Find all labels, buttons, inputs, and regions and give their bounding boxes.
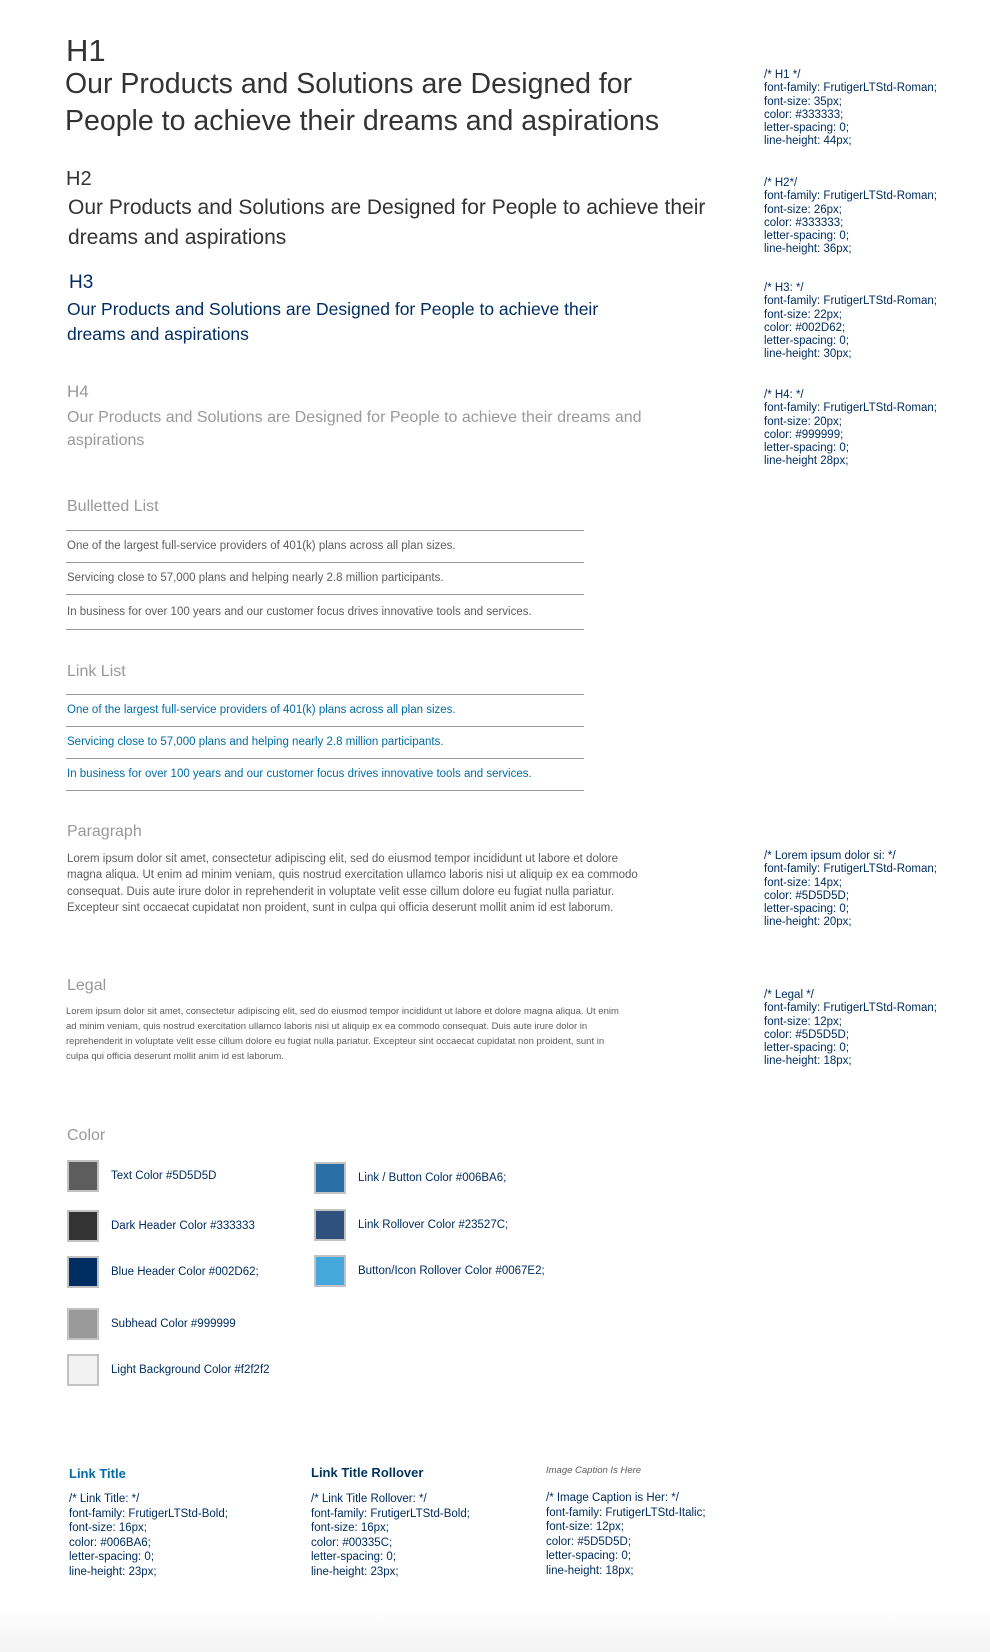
swatch-row-subhead — [67, 1308, 236, 1340]
swatch-label: Subhead Color #999999 — [111, 1318, 236, 1330]
swatch-label: Light Background Color #f2f2f2 — [111, 1364, 270, 1376]
color-swatch — [67, 1354, 99, 1386]
link-list-item[interactable]: One of the largest full-service providers of 401(k) plans across all plan sizes. — [66, 695, 584, 727]
image-caption-sample: Image Caption Is Here — [546, 1465, 642, 1476]
h2-css-note: /* H2*/ font-family: FrutigerLTStd-Roman; font-size: 26px; color: #333333; letter-spacing: 0; line-height: 36px; — [764, 177, 937, 256]
color-swatch — [67, 1256, 99, 1288]
link-list-title: Link List — [67, 663, 126, 680]
swatch-label: Button/Icon Rollover Color #0067E2; — [358, 1265, 545, 1277]
bulleted-list — [66, 530, 584, 630]
h2-label: H2 — [66, 168, 92, 190]
color-swatch — [314, 1162, 346, 1194]
link-title-css-note: /* Link Title: */ font-family: FrutigerLTStd-Bold; font-size: 16px; color: #006BA6; letter-spacing: 0; line-height: 23px; — [69, 1493, 228, 1578]
swatch-row-link-rollover — [314, 1209, 508, 1241]
color-swatch — [314, 1209, 346, 1241]
page-bottom-fade — [0, 1610, 990, 1652]
link-title-sample[interactable]: Link Title — [69, 1466, 126, 1481]
h2-sample-text: Our Products and Solutions are Designed for People to achieve their dreams and aspirations — [68, 196, 706, 249]
bulleted-list-title: Bulletted List — [67, 498, 159, 515]
link-list-item[interactable]: In business for over 100 years and our customer focus drives innovative tools and services. — [66, 759, 584, 791]
link-title-rollover-css-note: /* Link Title Rollover: */ font-family: FrutigerLTStd-Bold; font-size: 16px; color: #00335C; letter-spacing: 0; line-height: 23px; — [311, 1493, 470, 1578]
link-title-rollover-sample[interactable]: Link Title Rollover — [311, 1465, 424, 1480]
legal-title: Legal — [67, 977, 107, 994]
h3-css-note: /* H3: */ font-family: FrutigerLTStd-Roman; font-size: 22px; color: #002D62; letter-spacing: 0; line-height: 30px; — [764, 282, 937, 361]
swatch-label: Text Color #5D5D5D — [111, 1170, 217, 1182]
color-swatch — [67, 1160, 99, 1192]
swatch-label: Blue Header Color #002D62; — [111, 1266, 259, 1278]
h1-sample-text: Our Products and Solutions are Designed for People to achieve their dreams and aspirations — [65, 68, 660, 137]
paragraph-title: Paragraph — [67, 823, 142, 840]
link-list — [66, 694, 584, 791]
color-title: Color — [67, 1127, 106, 1144]
h1-css-note: /* H1 */ font-family: FrutigerLTStd-Roman; font-size: 35px; color: #333333; letter-spacing: 0; line-height: 44px; — [764, 69, 937, 148]
swatch-label: Dark Header Color #333333 — [111, 1220, 255, 1232]
swatch-label: Link / Button Color #006BA6; — [358, 1172, 507, 1184]
swatch-row-button-icon-rollover — [314, 1255, 545, 1287]
list-item: Servicing close to 57,000 plans and helping nearly 2.8 million participants. — [66, 563, 584, 595]
swatch-label: Link Rollover Color #23527C; — [358, 1219, 509, 1231]
h3-sample-text: Our Products and Solutions are Designed for People to achieve their dreams and aspirations — [67, 299, 599, 344]
link-list-item[interactable]: Servicing close to 57,000 plans and helping nearly 2.8 million participants. — [66, 727, 584, 759]
image-caption-css-note: /* Image Caption is Her: */ font-family: FrutigerLTStd-Italic; font-size: 12px; color: #5D5D5D; letter-spacing: 0; line-height: 18px; — [546, 1492, 706, 1577]
swatch-row-light-background — [67, 1354, 270, 1386]
color-swatch — [314, 1255, 346, 1287]
paragraph-css-note: /* Lorem ipsum dolor si: */ font-family: FrutigerLTStd-Roman; font-size: 14px; color: #5D5D5D; letter-spacing: 0; line-height: 20px; — [764, 850, 937, 929]
legal-css-note: /* Legal */ font-family: FrutigerLTStd-Roman; font-size: 12px; color: #5D5D5D; letter-spacing: 0; line-height: 18px; — [764, 989, 937, 1068]
legal-text: Lorem ipsum dolor sit amet, consectetur adipiscing elit, sed do eiusmod tempor incididunt ut labore et dolore magna aliqua. Ut enim ad minim veniam, quis nostrud exercitation ullamco laboris nisi ut aliquip ex ea commodo consequat. Duis aute irure dolor in reprehenderit in voluptate velit esse cillum dolore eu fugiat nulla pariatur. Excepteur sint occaecat cupidatat non proident, sunt in culpa qui officia deserunt mollit anim id est laborum. — [66, 1006, 619, 1062]
list-item: In business for over 100 years and our customer focus drives innovative tools and services. — [66, 595, 584, 630]
h1-label: H1 — [66, 33, 106, 68]
h3-label: H3 — [69, 272, 94, 293]
h4-sample-text: Our Products and Solutions are Designed for People to achieve their dreams and aspirations — [67, 409, 642, 449]
swatch-row-dark-header — [67, 1210, 255, 1242]
color-swatch — [67, 1210, 99, 1242]
h4-css-note: /* H4: */ font-family: FrutigerLTStd-Roman; font-size: 20px; color: #999999; letter-spacing: 0; line-height 28px; — [764, 389, 937, 468]
h4-label: H4 — [67, 382, 89, 401]
color-swatch — [67, 1308, 99, 1340]
swatch-row-link-button — [314, 1162, 506, 1194]
list-item: One of the largest full-service providers of 401(k) plans across all plan sizes. — [66, 531, 584, 563]
paragraph-text: Lorem ipsum dolor sit amet, consectetur adipiscing elit, sed do eiusmod tempor incididunt ut labore et dolore magna aliqua. Ut enim ad minim veniam, quis nostrud exercitation ullamco laboris nisi ut aliquip ex ea commodo consequat. Duis aute irure dolor in reprehenderit in voluptate velit esse cillum dolore eu fugiat nulla pariatur. Excepteur sint occaecat cupidatat non proident, sunt in culpa qui officia deserunt mollit anim id est laborum. — [67, 853, 638, 914]
swatch-row-blue-header — [67, 1256, 259, 1288]
swatch-row-text-color — [67, 1160, 216, 1192]
